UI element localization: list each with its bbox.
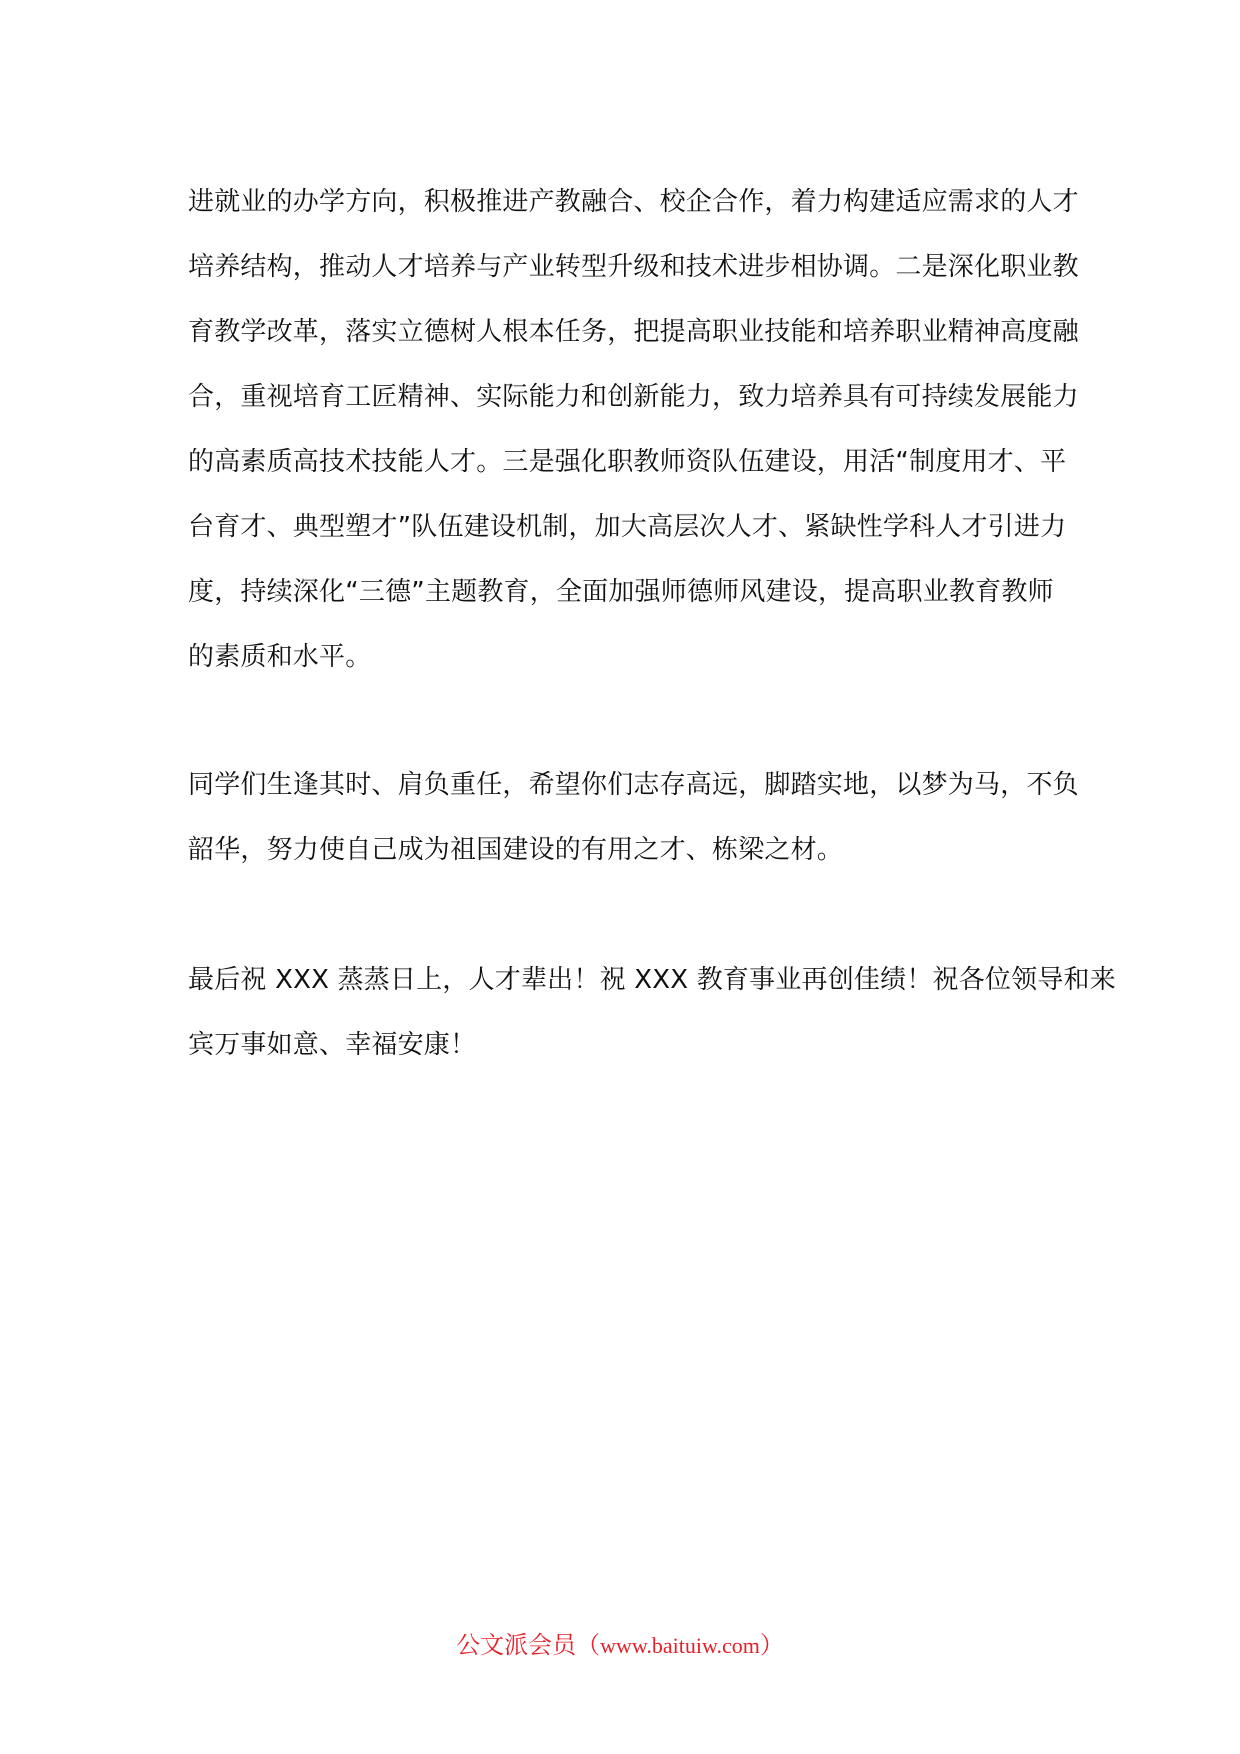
document-body (188, 170, 1116, 1078)
paragraph-2 (188, 753, 1079, 883)
text-line: 合，重视培育工匠精神、实际能力和创新能力，致力培养具有可持续发展能力 (188, 382, 1079, 412)
footer-prefix: 公文派会员（ (456, 1631, 601, 1659)
text-line: 韶华，努力使自己成为祖国建设的有用之才、栋梁之材。 (188, 835, 844, 865)
text-line: 育教学改革，落实立德树人根本任务，把提高职业技能和培养职业精神高度融 (188, 317, 1079, 347)
text-line: 度，持续深化“三德”主题教育，全面加强师德师风建设，提高职业教育教师 (188, 577, 1054, 607)
footer-suffix: ） (759, 1631, 784, 1659)
text-line: 的素质和水平。 (188, 642, 372, 672)
text-line: 同学们生逢其时、肩负重任，希望你们志存高远，脚踏实地，以梦为马，不负 (188, 770, 1079, 800)
paragraph-3 (188, 948, 1116, 1078)
text-line: 进就业的办学方向，积极推进产教融合、校企合作，着力构建适应需求的人才 (188, 187, 1079, 217)
paragraph-spacer (188, 883, 1058, 948)
footer-watermark (0, 1625, 1240, 1666)
text-line: 台育才、典型塑才”队伍建设机制，加大高层次人才、紧缺性学科人才引进力 (188, 512, 1067, 542)
text-line: 宾万事如意、幸福安康！ (188, 1030, 477, 1060)
text-line: 的高素质高技术技能人才。三是强化职教师资队伍建设，用活“制度用才、平 (188, 447, 1067, 477)
text-line: 最后祝 XXX 蒸蒸日上，人才辈出！祝 XXX 教育事业再创佳绩！祝各位领导和来 (188, 965, 1116, 995)
footer-url-link[interactable]: www.baituiw.com (600, 1633, 760, 1658)
paragraph-1 (188, 170, 1079, 690)
paragraph-spacer (188, 690, 1058, 753)
text-line: 培养结构，推动人才培养与产业转型升级和技术进步相协调。二是深化职业教 (188, 252, 1079, 282)
